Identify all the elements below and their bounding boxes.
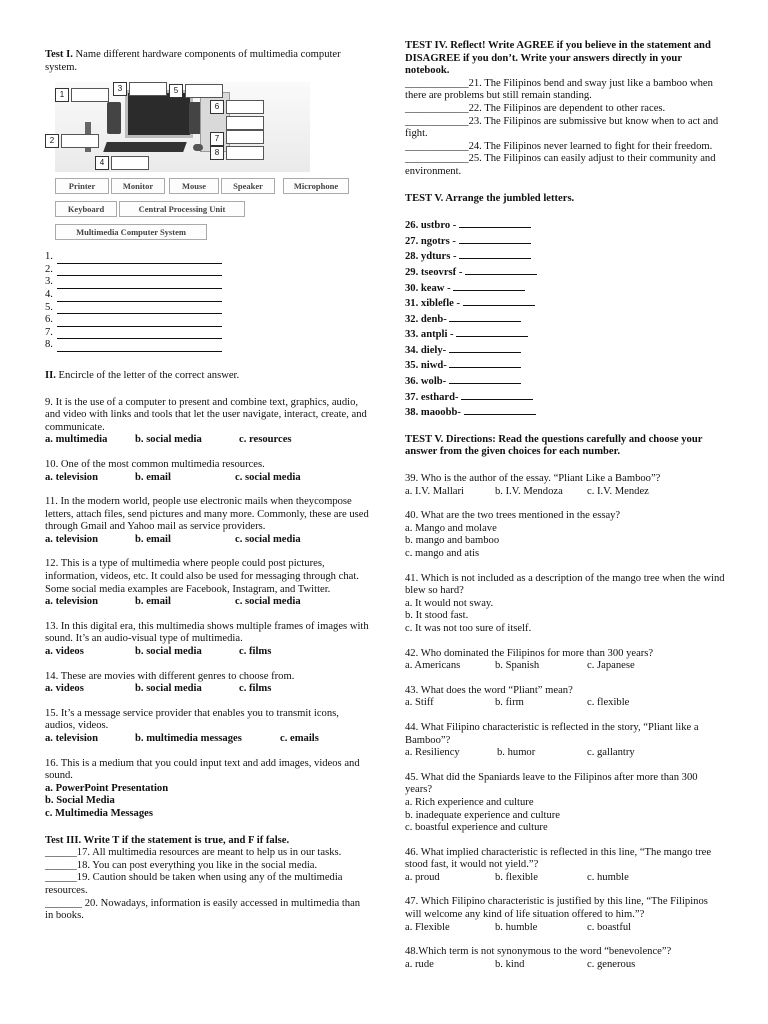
question-46: 46. What implied characteristic is reflected in this line, “The mango tree stood fast, it would not yield.”? a. proud b. flexible c. humble <box>405 846 712 883</box>
answer-blank[interactable]: ____________ <box>405 102 469 114</box>
word-bank-item: Printer <box>55 178 109 194</box>
choice[interactable]: a. television <box>45 533 98 545</box>
choice[interactable]: a. television <box>45 596 98 608</box>
choice[interactable]: a. proud <box>405 871 440 883</box>
jumbled-list <box>405 217 725 420</box>
choice[interactable]: a. television <box>45 733 98 744</box>
jumbled-item: 33. antpli - <box>405 326 725 342</box>
answer-line[interactable]: 1. <box>45 251 370 264</box>
choice[interactable]: c. resources <box>239 434 292 446</box>
answer-blank[interactable] <box>459 248 531 259</box>
choice[interactable]: a. Stiff <box>405 697 434 709</box>
choice[interactable]: c. social media <box>235 471 301 483</box>
word-bank-item: Multimedia Computer System <box>55 224 207 240</box>
answer-blank[interactable] <box>449 373 521 384</box>
choice[interactable]: a. It would not sway. <box>405 597 494 609</box>
choice[interactable]: a. videos <box>45 646 84 658</box>
test4-title: TEST IV. Reflect! Write AGREE if you believe in the statement and DISAGREE if you don’t. Write your answers directly in your notebook. <box>405 40 711 77</box>
speaker-icon <box>107 102 121 134</box>
question-40: 40. What are the two trees mentioned in the essay? a. Mango and molave b. mango and bamboo c. mango and atis <box>405 510 725 560</box>
answer-blank[interactable] <box>449 311 521 322</box>
mouse-icon <box>193 144 203 151</box>
choice[interactable]: a. Resiliency <box>405 747 460 759</box>
answer-blank[interactable]: _______ <box>45 897 83 909</box>
choice[interactable]: c. I.V. Mendez <box>587 485 649 497</box>
choice[interactable]: a. Americans <box>405 660 461 672</box>
answer-blank[interactable] <box>464 404 536 415</box>
left-column <box>45 0 370 923</box>
test1-title: Test I. Name different hardware components of multimedia computer system. <box>45 49 341 73</box>
question-39: 39. Who is the author of the essay. “Pliant Like a Bamboo”? a. I.V. Mallari b. I.V. Mendoza c. I.V. Mendez <box>405 473 661 497</box>
choice[interactable]: a. Flexible <box>405 921 450 933</box>
test2-title: II. Encircle of the letter of the correct answer. <box>45 369 240 381</box>
question-47: 47. Which Filipino characteristic is justified by this line, “The Filipinos will welcome any kind of life situation offered to him.”? a. Flexible b. humble c. boastful <box>405 896 708 933</box>
choice[interactable]: c. social media <box>235 596 301 608</box>
question-13: 13. In this digital era, this multimedia shows multiple frames of images with sound. It’s an audio-visual type of multimedia. a. videos b. social media c. films <box>45 620 369 658</box>
question-10: 10. One of the most common multimedia resources. a. television b. email c. social media <box>45 458 301 483</box>
answer-box <box>226 130 264 144</box>
choice[interactable]: b. social media <box>135 683 202 695</box>
word-bank-item: Microphone <box>283 178 349 194</box>
choice[interactable]: b. kind <box>495 958 525 970</box>
choice[interactable]: a. Mango and molave <box>405 522 497 534</box>
test3-items <box>45 847 370 923</box>
agree-item: ____________25. The Filipinos can easily adjust to their community and environment. <box>405 153 716 177</box>
jumbled-item: 36. wolb- <box>405 373 725 389</box>
choice[interactable]: c. mango and atis <box>405 548 480 559</box>
answer-line[interactable]: 8. <box>45 339 370 352</box>
answer-line[interactable]: 2. <box>45 264 370 277</box>
question-42: 42. Who dominated the Filipinos for more than 300 years? a. Americans b. Spanish c. Japanese <box>405 647 654 672</box>
choice[interactable]: a. I.V. Mallari <box>405 485 464 497</box>
tf-item: ______17. All multimedia resources are meant to help us in our tasks. <box>45 847 342 859</box>
right-column <box>405 0 725 971</box>
multimedia-figure <box>45 82 345 247</box>
figure-number: 7 <box>210 132 224 146</box>
jumbled-item: 30. keaw - <box>405 280 725 296</box>
answer-line[interactable]: 4. <box>45 289 370 302</box>
test5-title: TEST V. Arrange the jumbled letters. <box>405 192 575 204</box>
choice[interactable]: b. flexible <box>495 871 538 883</box>
choice[interactable]: b. multimedia messages <box>135 733 242 744</box>
choice[interactable]: b. humor <box>497 747 536 759</box>
choice[interactable]: a. television <box>45 471 98 483</box>
question-11: 11. In the modern world, people use electronic mails when theycompose letters, attach files, send pictures and many more. Commonly, these are used through Gmail and Yahoo mail as service providers. a. television b. email c. social media <box>45 496 369 545</box>
answer-blank[interactable]: ____________ <box>405 77 469 89</box>
word-bank-item: Mouse <box>169 178 219 194</box>
answer-line[interactable]: 7. <box>45 327 370 340</box>
test2-questions <box>45 397 370 821</box>
figure-number: 2 <box>45 134 59 148</box>
figure-number: 4 <box>95 156 109 170</box>
word-bank-item: Monitor <box>111 178 165 194</box>
answer-box <box>226 146 264 160</box>
answer-box <box>185 84 223 98</box>
choice[interactable]: a. Rich experience and culture <box>405 796 534 808</box>
choice[interactable]: c. humble <box>587 871 629 883</box>
word-bank-item: Central Processing Unit <box>119 201 245 217</box>
choice[interactable]: c. films <box>239 683 272 695</box>
answer-box <box>226 116 264 130</box>
answer-blank[interactable] <box>465 264 537 275</box>
choice[interactable]: c. films <box>239 646 272 658</box>
question-9: 9. It is the use of a computer to present and combine text, graphics, audio, and video with links and tools that let the user navigate, interact, create, and communicate. a. multimedia b. social media c. resources <box>45 396 367 446</box>
answer-blank[interactable] <box>463 295 535 306</box>
figure-number: 1 <box>55 88 69 102</box>
choice[interactable]: b. Social Media <box>45 795 115 807</box>
answer-blank[interactable] <box>459 233 531 244</box>
question-15: 15. It’s a message service provider that enables you to transmit icons, audios, videos. a. television b. multimedia messages c. emails <box>45 707 339 744</box>
choice[interactable]: c. boastful <box>587 921 632 933</box>
answer-blank[interactable]: ____________ <box>405 115 469 127</box>
question-48: 48.Which term is not synonymous to the word “benevolence”? a. rude b. kind c. generous <box>405 946 672 970</box>
answer-box <box>71 88 109 102</box>
answer-blank[interactable] <box>461 389 533 400</box>
choice[interactable]: b. humble <box>495 921 538 933</box>
agree-item: ____________23. The Filipinos are submissive but know when to act and fight. <box>405 115 719 140</box>
answer-blank[interactable]: ______ <box>45 847 77 859</box>
tf-item: _______ 20. Nowadays, information is easily accessed in multimedia than in books. <box>45 897 361 922</box>
choice[interactable]: c. Multimedia Messages <box>45 807 153 819</box>
choice[interactable]: c. generous <box>587 958 636 970</box>
tf-item: ______18. You can post everything you like in the social media. <box>45 859 318 871</box>
answer-blank[interactable] <box>449 342 521 353</box>
tf-item: ______19. Caution should be taken when using any of the multimedia resources. <box>45 872 343 896</box>
answer-line[interactable]: 3. <box>45 276 370 289</box>
choice[interactable]: c. gallantry <box>587 747 635 759</box>
choice[interactable]: b. I.V. Mendoza <box>495 485 563 497</box>
question-44: 44. What Filipino characteristic is reflected in the story, “Pliant like a Bamboo”? a. Resiliency b. humor c. gallantry <box>405 721 699 759</box>
figure-number: 8 <box>210 146 224 160</box>
word-bank-item: Keyboard <box>55 201 117 217</box>
answer-box <box>226 100 264 114</box>
figure-number: 6 <box>210 100 224 114</box>
choice[interactable]: b. email <box>135 596 171 608</box>
choice[interactable]: b. email <box>135 471 171 483</box>
jumbled-item: 31. xiblefle - <box>405 295 725 311</box>
question-43: 43. What does the word “Pliant” mean? a. Stiff b. firm c. flexible <box>405 684 630 709</box>
question-16: 16. This is a medium that you could input text and add images, videos and sound. a. PowerPoint Presentation b. Social Media c. Multimedia Messages <box>45 758 370 821</box>
test5b-title: TEST V. Directions: Read the questions carefully and choose your answer from the given choices for each number. <box>405 433 703 458</box>
choice[interactable]: b. social media <box>135 646 202 658</box>
choice[interactable]: b. email <box>135 533 171 545</box>
answer-blank[interactable]: ______ <box>45 872 77 884</box>
choice[interactable]: c. emails <box>280 733 319 744</box>
jumbled-item: 37. esthard- <box>405 389 725 405</box>
answer-blank[interactable]: ____________ <box>405 140 469 152</box>
choice[interactable]: c. It was not too sure of itself. <box>405 622 532 634</box>
answer-blank[interactable]: ____________ <box>405 153 469 165</box>
word-bank-item: Speaker <box>221 178 275 194</box>
choice[interactable]: a. videos <box>45 683 84 695</box>
answer-blank[interactable]: ______ <box>45 859 77 871</box>
figure-number: 5 <box>169 84 183 98</box>
question-41: 41. Which is not included as a description of the mango tree when the wind blew so hard? a. It would not sway. b. It stood fast. c. It was not too sure of itself. <box>405 572 725 634</box>
agree-item: ____________21. The Filipinos bend and sway just like a bamboo when there are problems but still remain standing. <box>405 77 713 102</box>
answer-blank[interactable] <box>459 217 531 228</box>
answer-line[interactable]: 5. <box>45 302 370 315</box>
choice[interactable]: c. boastful experience and culture <box>405 822 548 834</box>
answer-lines <box>45 251 370 352</box>
jumbled-item: 32. denb- <box>405 311 725 327</box>
choice[interactable]: a. rude <box>405 958 434 970</box>
choice[interactable]: b. social media <box>135 434 202 446</box>
choice[interactable]: b. mango and bamboo <box>405 535 500 547</box>
choice[interactable]: c. Japanese <box>587 660 635 672</box>
jumbled-item: 35. niwd- <box>405 357 725 373</box>
choice[interactable]: a. PowerPoint Presentation <box>45 782 169 794</box>
choice[interactable]: c. flexible <box>587 697 630 709</box>
choice[interactable]: b. firm <box>495 697 524 709</box>
jumbled-item: 26. ustbro - <box>405 217 725 233</box>
jumbled-item: 38. maoobb- <box>405 404 725 420</box>
choice[interactable]: b. It stood fast. <box>405 610 469 622</box>
question-45: 45. What did the Spaniards leave to the Filipinos after more than 300 years? a. Rich experience and culture b. inadequate experience and culture c. boastful experience and culture <box>405 772 725 835</box>
question-12: 12. This is a type of multimedia where people could post pictures, information, videos, etc. It could also be used for messaging through chat. Some social media examples are Facebook, Instagram, and Twitter. a. television b. email c. social media <box>45 558 359 608</box>
answer-box <box>129 82 167 96</box>
jumbled-item: 28. ydturs - <box>405 248 725 264</box>
choice[interactable]: b. inadequate experience and culture <box>405 809 561 821</box>
agree-item: ____________24. The Filipinos never learned to fight for their freedom. <box>405 140 713 152</box>
answer-blank[interactable] <box>449 357 521 368</box>
answer-box <box>111 156 149 170</box>
question-14: 14. These are movies with different genres to choose from. a. videos b. social media c. films <box>45 670 295 695</box>
agree-item: ____________22. The Filipinos are dependent to other races. <box>405 102 666 114</box>
choice[interactable]: a. multimedia <box>45 434 108 446</box>
keyboard-icon <box>103 142 187 152</box>
test3-title: Test III. Write T if the statement is true, and F if false. <box>45 834 290 846</box>
figure-number: 3 <box>113 82 127 96</box>
jumbled-item: 34. diely- <box>405 342 725 358</box>
answer-blank[interactable] <box>456 326 528 337</box>
test5b-questions <box>405 473 725 971</box>
test4-items <box>405 78 725 179</box>
choice[interactable]: b. Spanish <box>495 660 540 672</box>
answer-line[interactable]: 6. <box>45 314 370 327</box>
choice[interactable]: c. social media <box>235 533 301 545</box>
answer-blank[interactable] <box>453 280 525 291</box>
jumbled-item: 27. ngotrs - <box>405 233 725 249</box>
jumbled-item: 29. tseovrsf - <box>405 264 725 280</box>
answer-box <box>61 134 99 148</box>
